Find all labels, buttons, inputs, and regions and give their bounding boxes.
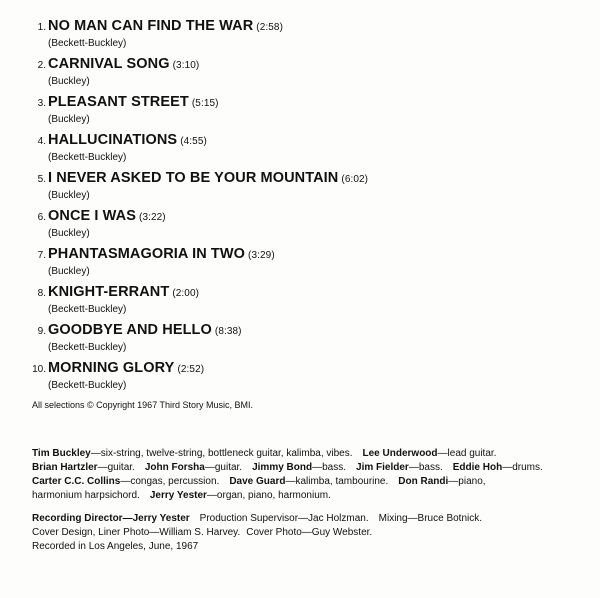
track-duration: (6:02) bbox=[341, 174, 369, 185]
track-duration: (5:15) bbox=[191, 98, 219, 109]
musician-role: harmonium harpsichord. bbox=[32, 490, 140, 501]
track-writers: (Buckley) bbox=[48, 190, 90, 201]
track-duration: (8:38) bbox=[214, 326, 242, 337]
track-writers: (Buckley) bbox=[48, 114, 90, 125]
track-duration: (3:22) bbox=[139, 212, 166, 223]
track-title: KNIGHT-ERRANT (2:00) bbox=[48, 284, 200, 300]
credits-line bbox=[32, 526, 592, 540]
track-item bbox=[28, 322, 588, 360]
musician-role: —organ, piano, harmonium. bbox=[206, 490, 331, 501]
track-writers: (Buckley) bbox=[48, 266, 90, 277]
musician-role: —guitar. bbox=[204, 462, 243, 473]
track-writers: (Beckett-Buckley) bbox=[48, 152, 127, 163]
track-duration: (3:10) bbox=[172, 60, 200, 71]
track-duration: (4:55) bbox=[180, 136, 207, 147]
track-number: 6. bbox=[37, 212, 46, 223]
track-number: 10. bbox=[32, 364, 46, 375]
track-number: 4. bbox=[37, 136, 46, 147]
track-item bbox=[28, 246, 588, 284]
musician-role: —congas, percussion. bbox=[120, 476, 220, 487]
musician-name: Jim Fielder bbox=[356, 462, 409, 473]
credits-line bbox=[32, 540, 592, 554]
track-number: 9. bbox=[37, 326, 46, 337]
track-duration: (2:58) bbox=[256, 22, 284, 33]
musician-name: Lee Underwood bbox=[362, 448, 438, 459]
production-supervisor: Production Supervisor—Jac Holzman. bbox=[199, 513, 369, 524]
musician-name: Carter C.C. Collins bbox=[32, 476, 121, 487]
musician-name: Dave Guard bbox=[229, 476, 286, 487]
musician-name: Jerry Yester bbox=[149, 490, 207, 501]
credits-line bbox=[32, 512, 592, 526]
credits-line bbox=[32, 475, 592, 489]
track-writers: (Beckett-Buckley) bbox=[48, 342, 127, 353]
musician-name: Eddie Hoh bbox=[452, 462, 503, 473]
track-title: HALLUCINATIONS (4:55) bbox=[48, 132, 207, 148]
cover-design-credit: Cover Design, Liner Photo—William S. Harvey. bbox=[32, 527, 241, 538]
credits-line bbox=[32, 489, 592, 503]
track-title: PLEASANT STREET (5:15) bbox=[48, 94, 219, 110]
track-writers: (Beckett-Buckley) bbox=[48, 38, 127, 49]
track-number: 3. bbox=[37, 98, 46, 109]
track-title: CARNIVAL SONG (3:10) bbox=[48, 56, 200, 72]
track-number: 8. bbox=[37, 288, 46, 299]
track-title: I NEVER ASKED TO BE YOUR MOUNTAIN (6:02) bbox=[48, 170, 369, 186]
musician-name: Don Randi bbox=[398, 476, 449, 487]
musician-name: Brian Hartzler bbox=[32, 462, 98, 473]
track-item bbox=[28, 284, 588, 322]
track-item bbox=[28, 208, 588, 246]
track-writers: (Beckett-Buckley) bbox=[48, 304, 127, 315]
track-item bbox=[28, 94, 588, 132]
musician-name: John Forsha bbox=[144, 462, 205, 473]
copyright-notice: All selections © Copyright 1967 Third Story Music, BMI. bbox=[32, 400, 254, 410]
track-item bbox=[28, 360, 588, 398]
track-title: GOODBYE AND HELLO (8:38) bbox=[48, 322, 242, 338]
track-title: MORNING GLORY (2:52) bbox=[48, 360, 205, 376]
track-number: 5. bbox=[37, 174, 46, 185]
track-number: 1. bbox=[37, 22, 46, 33]
musician-role: —bass. bbox=[408, 462, 443, 473]
musician-name: Jimmy Bond bbox=[252, 462, 313, 473]
track-title: PHANTASMAGORIA IN TWO (3:29) bbox=[48, 246, 275, 262]
track-duration: (3:29) bbox=[248, 250, 275, 261]
track-writers: (Buckley) bbox=[48, 76, 90, 87]
track-list bbox=[28, 18, 588, 398]
musician-role: —guitar. bbox=[97, 462, 135, 473]
musician-role: —six-string, twelve-string, bottleneck guitar, kalimba, vibes. bbox=[90, 448, 353, 459]
musician-role: —piano, bbox=[448, 476, 486, 487]
track-item bbox=[28, 18, 588, 56]
track-writers: (Buckley) bbox=[48, 228, 90, 239]
musician-role: —lead guitar. bbox=[437, 448, 497, 459]
credits-block bbox=[32, 447, 592, 554]
credits-line bbox=[32, 447, 592, 461]
recording-director: Recording Director—Jerry Yester bbox=[32, 513, 190, 524]
musician-name: Tim Buckley bbox=[32, 448, 91, 459]
track-duration: (2:52) bbox=[177, 364, 205, 375]
track-item bbox=[28, 132, 588, 170]
track-item bbox=[28, 56, 588, 94]
mixing-credit: Mixing—Bruce Botnick. bbox=[378, 513, 483, 524]
credits-line bbox=[32, 461, 592, 475]
recording-location: Recorded in Los Angeles, June, 1967 bbox=[32, 541, 199, 552]
musician-role: —bass. bbox=[312, 462, 347, 473]
track-title: NO MAN CAN FIND THE WAR (2:58) bbox=[48, 18, 284, 34]
musician-role: —kalimba, tambourine. bbox=[285, 476, 389, 487]
cover-photo-credit: Cover Photo—Guy Webster. bbox=[246, 527, 373, 538]
track-number: 2. bbox=[37, 60, 46, 71]
track-writers: (Beckett-Buckley) bbox=[48, 380, 127, 391]
track-item bbox=[28, 170, 588, 208]
track-number: 7. bbox=[37, 250, 46, 261]
musician-role: —drums. bbox=[502, 462, 543, 473]
track-duration: (2:00) bbox=[172, 288, 200, 299]
track-title: ONCE I WAS (3:22) bbox=[48, 208, 166, 224]
